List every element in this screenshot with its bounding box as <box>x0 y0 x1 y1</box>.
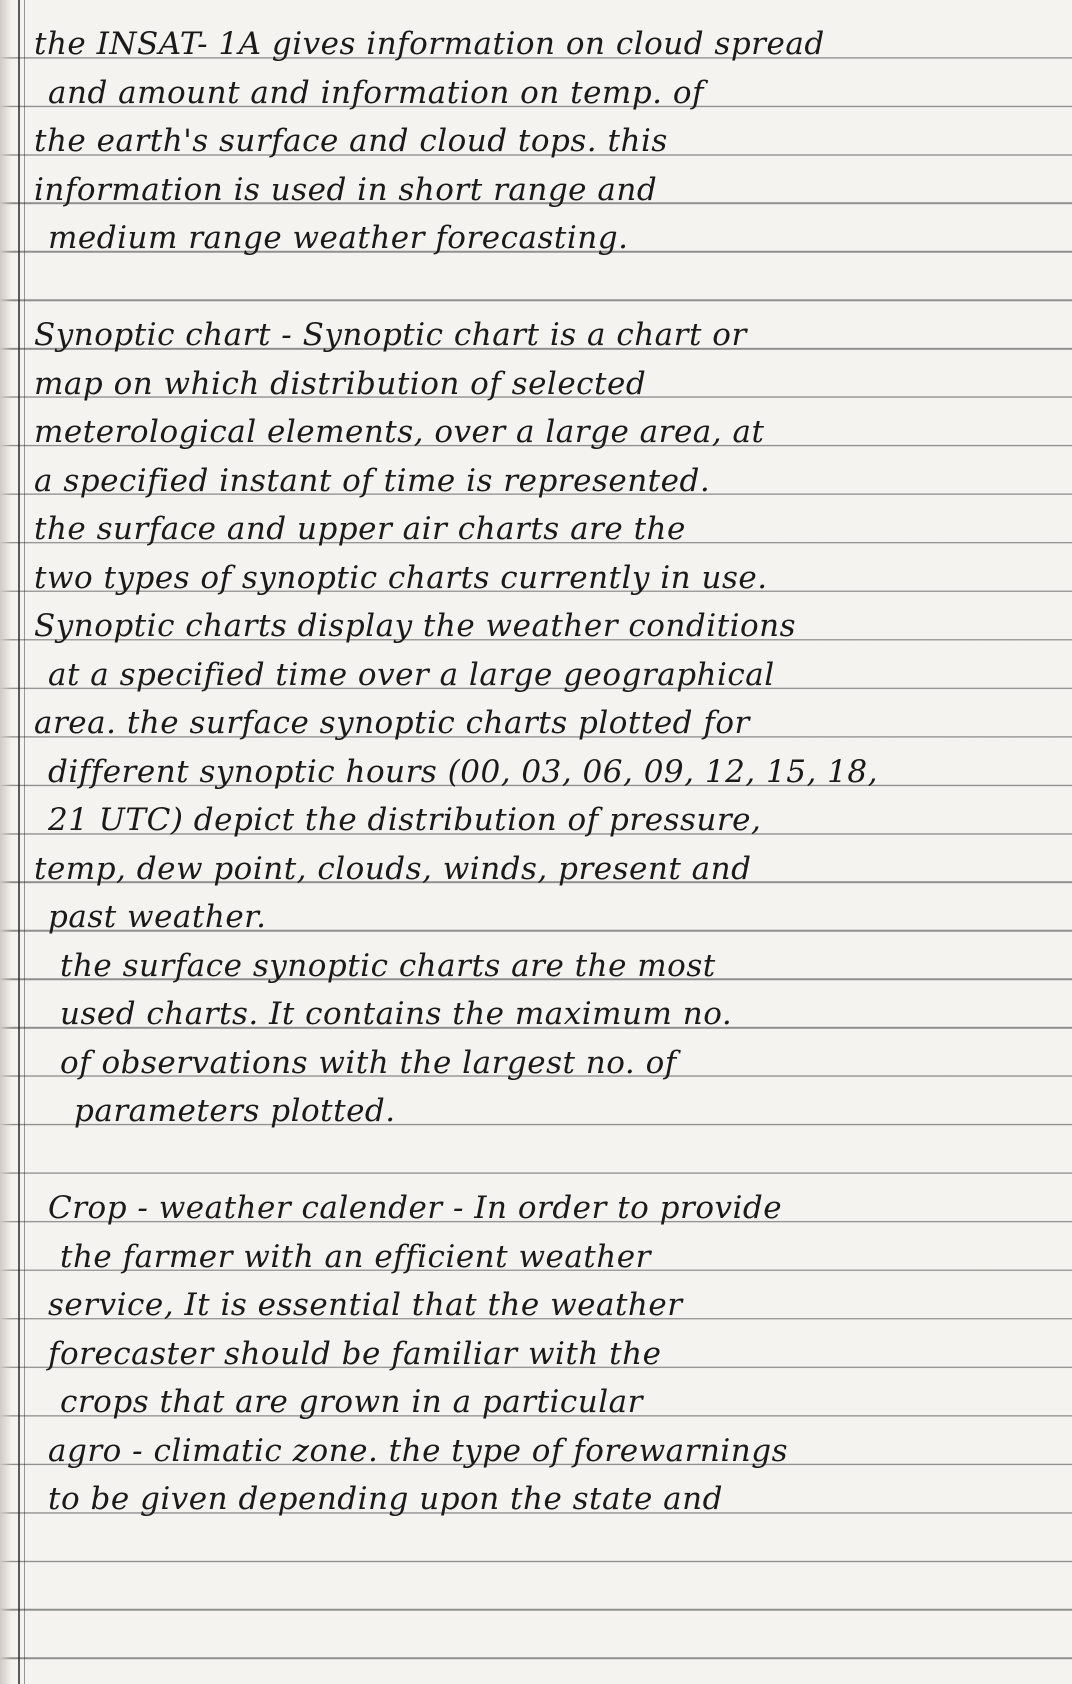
blank-line <box>34 1136 1032 1185</box>
note-line: of observations with the largest no. of <box>60 1044 677 1081</box>
note-line: the surface synoptic charts are the most <box>60 947 716 984</box>
note-line: a specified instant of time is represented. <box>34 462 711 499</box>
note-line: two types of synoptic charts currently in use. <box>34 559 768 596</box>
margin-line-secondary <box>24 0 25 1684</box>
note-line: to be given depending upon the state and <box>48 1481 723 1517</box>
note-line: different synoptic hours (00, 03, 06, 09, 12, 15, 18, <box>48 753 878 790</box>
note-line: map on which distribution of selected <box>34 365 647 402</box>
note-line: parameters plotted. <box>74 1093 396 1129</box>
note-line: forecaster should be familiar with the <box>48 1335 662 1372</box>
note-line: service, It is essential that the weather <box>48 1287 683 1323</box>
note-line: used charts. It contains the maximum no. <box>60 996 733 1032</box>
note-line: meterological elements, over a large area, at <box>34 414 765 450</box>
page-edge-shadow <box>0 0 12 1684</box>
note-line: 21 UTC) depict the distribution of pressure, <box>48 802 762 838</box>
note-line: the farmer with an efficient weather <box>60 1238 651 1275</box>
note-line-heading: Crop - weather calender - In order to provide <box>48 1190 783 1226</box>
note-line: medium range weather forecasting. <box>48 220 629 256</box>
note-line: Synoptic charts display the weather conditions <box>34 608 797 644</box>
note-line: the surface and upper air charts are the <box>34 511 686 547</box>
note-line: information is used in short range and <box>34 171 658 208</box>
note-line: past weather. <box>48 899 267 935</box>
note-line: the earth's surface and cloud tops. this <box>34 123 668 159</box>
note-line: temp, dew point, clouds, winds, present and <box>34 850 752 887</box>
note-line: area. the surface synoptic charts plotted for <box>34 705 750 741</box>
note-line: agro - climatic zone. the type of forewarnings <box>48 1432 789 1469</box>
margin-line <box>18 0 20 1684</box>
note-line: at a specified time over a large geographical <box>48 656 775 693</box>
blank-line <box>34 263 1032 312</box>
note-line: and amount and information on temp. of <box>48 74 705 111</box>
note-line: the INSAT- 1A gives information on cloud spread <box>34 26 825 62</box>
handwritten-notes <box>34 20 1032 1524</box>
note-line-heading: Synoptic chart - Synoptic chart is a chart or <box>34 317 747 353</box>
note-line: crops that are grown in a particular <box>60 1384 643 1420</box>
